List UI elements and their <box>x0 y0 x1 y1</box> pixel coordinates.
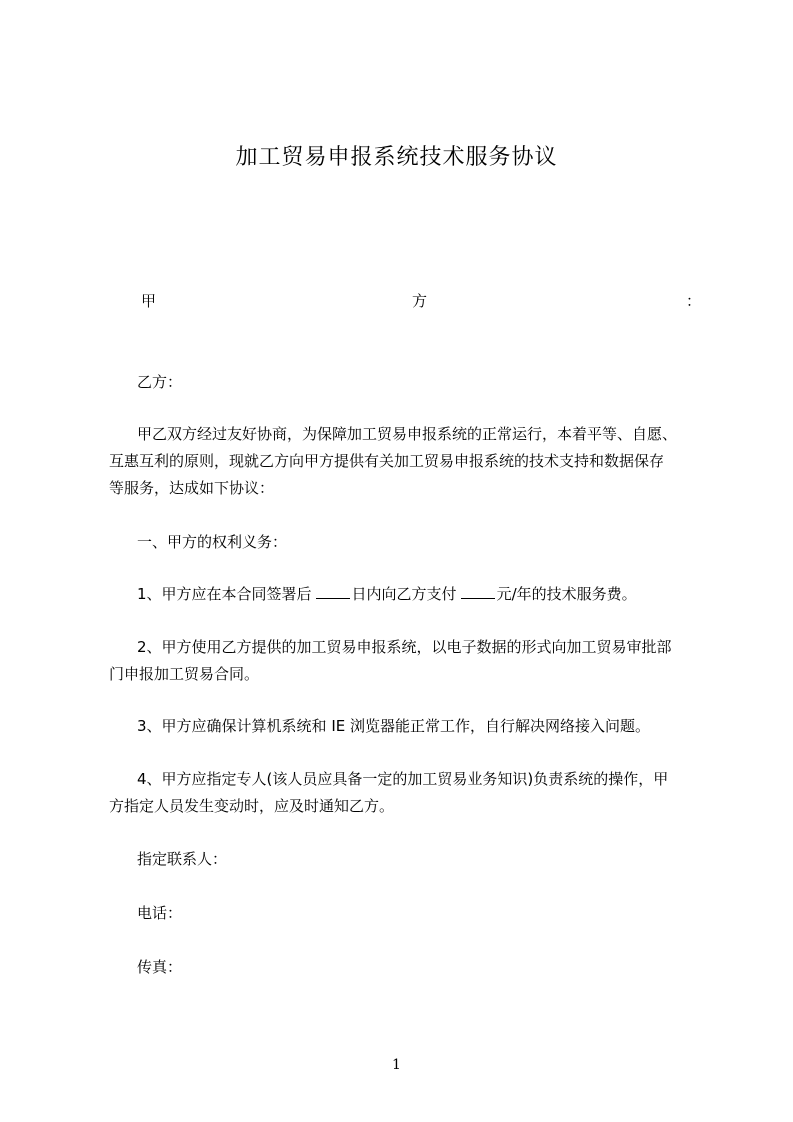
clause-2-line: 2、甲方使用乙方提供的加工贸易申报系统，以电子数据的形式向加工贸易审批部 <box>137 638 672 656</box>
party-b-label: 乙方： <box>137 373 183 391</box>
party-a-colon: ： <box>686 292 702 310</box>
intro-line: 互惠互利的原则，现就乙方向甲方提供有关加工贸易申报系统的技术支持和数据保存 <box>109 452 665 470</box>
clause-1-text: 日内向乙方支付 <box>351 585 457 603</box>
fax-label: 传真： <box>137 958 183 976</box>
party-a-line <box>141 291 702 311</box>
page-number: 1 <box>392 1057 401 1073</box>
document-title: 加工贸易申报系统技术服务协议 <box>235 145 558 170</box>
clause-3: 3、甲方应确保计算机系统和 IE 浏览器能正常工作，自行解决网络接入问题。 <box>137 717 650 735</box>
clause-1-text: 元/年的技术服务费。 <box>496 585 637 603</box>
clause-1 <box>109 581 711 608</box>
intro-line: 甲乙双方经过友好协商，为保障加工贸易申报系统的正常运行，本着平等、自愿、 <box>137 425 678 443</box>
contact-label: 指定联系人： <box>137 850 228 868</box>
clause-1-text: 1、甲方应在本合同签署后 <box>137 585 312 603</box>
clause-4-line: 4、甲方应指定专人(该人员应具备一定的加工贸易业务知识)负责系统的操作，甲 <box>137 770 669 788</box>
section-heading-party-a-rights: 一、甲方的权利义务： <box>137 533 288 551</box>
clause-2-line: 门申报加工贸易合同。 <box>109 665 260 683</box>
intro-line: 等服务，达成如下协议： <box>109 479 275 497</box>
clause-4-line: 方指定人员发生变动时，应及时通知乙方。 <box>109 797 395 815</box>
blank-fee-field <box>461 586 495 599</box>
party-a-char-jia: 甲 <box>141 292 157 310</box>
phone-label: 电话： <box>137 904 183 922</box>
party-a-char-fang: 方 <box>412 292 428 310</box>
blank-days-field <box>316 586 350 599</box>
